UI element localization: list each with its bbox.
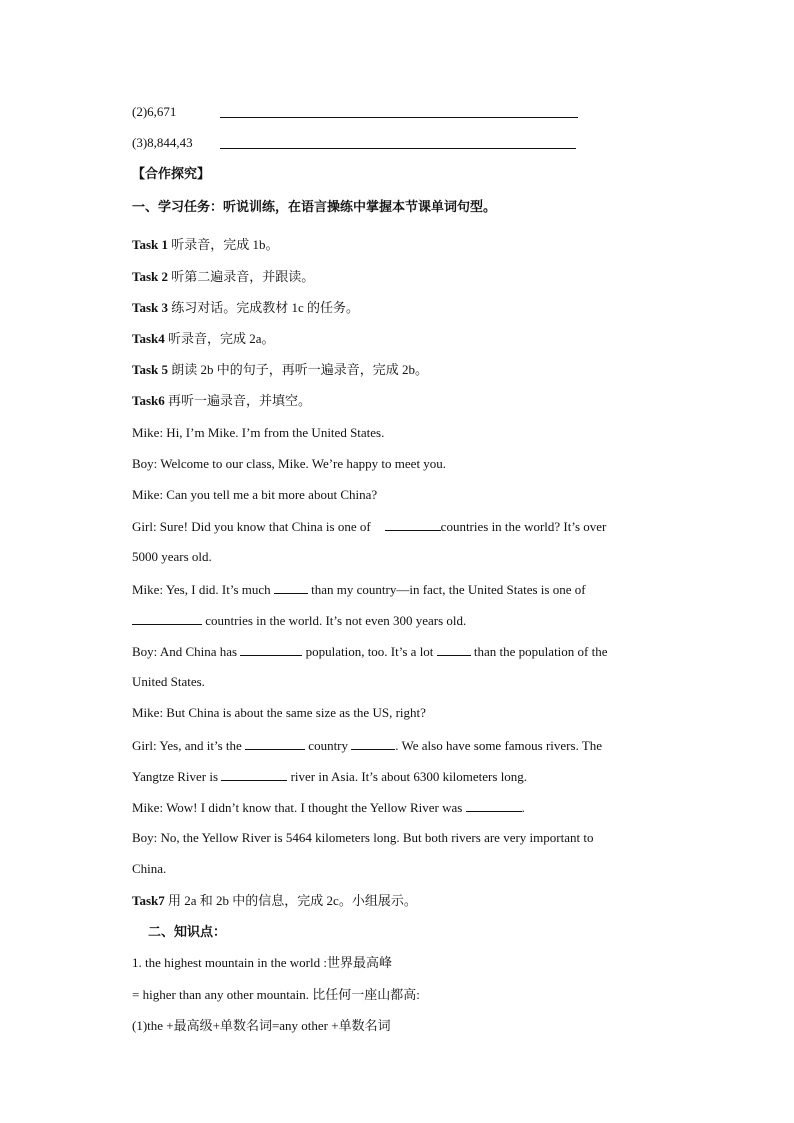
task-label: Task6 xyxy=(132,393,165,408)
dialogue-text: . We also have some famous rivers. The xyxy=(395,738,603,753)
dialogue-line xyxy=(132,581,586,598)
dialogue-line: Mike: Can you tell me a bit more about China? xyxy=(132,487,378,502)
knowledge-line: = higher than any other mountain. 比任何一座山都高: xyxy=(132,987,420,1002)
dialogue-text: countries in the world? It’s over xyxy=(440,519,607,534)
answer-item-3 xyxy=(132,135,193,151)
dialogue-text: Mike: Yes, I did. It’s much xyxy=(132,582,271,597)
dialogue-text: country xyxy=(305,738,349,753)
answer-line xyxy=(220,117,578,118)
dialogue-text: Girl: Sure! Did you know that China is one of xyxy=(132,519,371,534)
task-item xyxy=(132,300,359,316)
dialogue-line xyxy=(132,737,602,754)
task-item xyxy=(132,237,279,253)
task-text: 听录音，完成 1b。 xyxy=(168,237,279,252)
knowledge-line: 1. the highest mountain in the world :世界最高峰 xyxy=(132,955,392,970)
fill-blank[interactable] xyxy=(351,737,395,750)
part-one-heading: 一、学习任务：听说训练，在语言操练中掌握本节课单词句型。 xyxy=(132,199,497,214)
fill-blank[interactable] xyxy=(245,737,305,750)
dialogue-text: than my country—in fact, the United States is one of xyxy=(311,582,586,597)
task-item xyxy=(132,393,311,409)
task-label: Task 1 xyxy=(132,237,169,252)
task-label: Task 3 xyxy=(132,300,169,315)
dialogue-text: countries in the world. It’s not even 300 years old. xyxy=(202,613,467,628)
dialogue-text: population, too. It’s a lot xyxy=(302,644,434,659)
section-heading: 【合作探究】 xyxy=(132,166,211,181)
dialogue-text: Boy: And China has xyxy=(132,644,238,659)
fill-blank[interactable] xyxy=(437,643,471,656)
task-label: Task7 xyxy=(132,893,165,908)
task-item xyxy=(132,269,314,285)
task-text: 听第二遍录音，并跟读。 xyxy=(168,269,315,284)
fill-blank[interactable] xyxy=(132,612,202,625)
dialogue-line: United States. xyxy=(132,674,205,689)
dialogue-line: Boy: Welcome to our class, Mike. We’re happy to meet you. xyxy=(132,456,447,471)
dialogue-line xyxy=(132,799,525,816)
dialogue-line: China. xyxy=(132,861,167,876)
dialogue-line xyxy=(132,643,608,660)
task-item xyxy=(132,362,428,378)
fill-blank[interactable] xyxy=(221,768,287,781)
fill-blank[interactable] xyxy=(385,518,441,531)
dialogue-line: 5000 years old. xyxy=(132,549,212,564)
dialogue-text: Mike: Wow! I didn’t know that. I thought the Yellow River was xyxy=(132,800,463,815)
answer-label: (2)6,671 xyxy=(132,104,177,119)
task-text: 练习对话。完成教材 1c 的任务。 xyxy=(168,300,360,315)
task-item xyxy=(132,331,275,347)
part-two-heading: 二、知识点： xyxy=(148,924,227,939)
dialogue-text: than the population of the xyxy=(470,644,608,659)
dialogue-line xyxy=(132,612,466,629)
task-text: 再听一遍录音，并填空。 xyxy=(164,393,312,408)
fill-blank[interactable] xyxy=(274,581,308,594)
fill-blank[interactable] xyxy=(240,643,302,656)
dialogue-line: Mike: But China is about the same size as the US, right? xyxy=(132,705,426,720)
task-label: Task 2 xyxy=(132,269,169,284)
task-label: Task 5 xyxy=(132,362,169,377)
dialogue-line: Mike: Hi, I’m Mike. I’m from the United States. xyxy=(132,425,385,440)
dialogue-line xyxy=(132,768,527,785)
dialogue-text: . xyxy=(521,800,525,815)
answer-item-2 xyxy=(132,104,176,120)
dialogue-text: Girl: Yes, and it’s the xyxy=(132,738,242,753)
task-text: 听录音，完成 2a。 xyxy=(164,331,275,346)
dialogue-line: Boy: No, the Yellow River is 5464 kilometers long. But both rivers are very important to xyxy=(132,830,594,845)
task-text: 朗读 2b 中的句子，再听一遍录音，完成 2b。 xyxy=(168,362,429,377)
answer-line xyxy=(220,148,576,149)
dialogue-line xyxy=(132,518,606,535)
knowledge-line: (1)the +最高级+单数名词=any other +单数名词 xyxy=(132,1018,391,1033)
task-text: 用 2a 和 2b 中的信息，完成 2c。小组展示。 xyxy=(164,893,417,908)
dialogue-text: Yangtze River is xyxy=(132,769,219,784)
answer-label: (3)8,844,43 xyxy=(132,135,193,150)
task-label: Task4 xyxy=(132,331,165,346)
task-item xyxy=(132,893,417,909)
fill-blank[interactable] xyxy=(466,799,522,812)
dialogue-text: river in Asia. It’s about 6300 kilometers long. xyxy=(287,769,528,784)
